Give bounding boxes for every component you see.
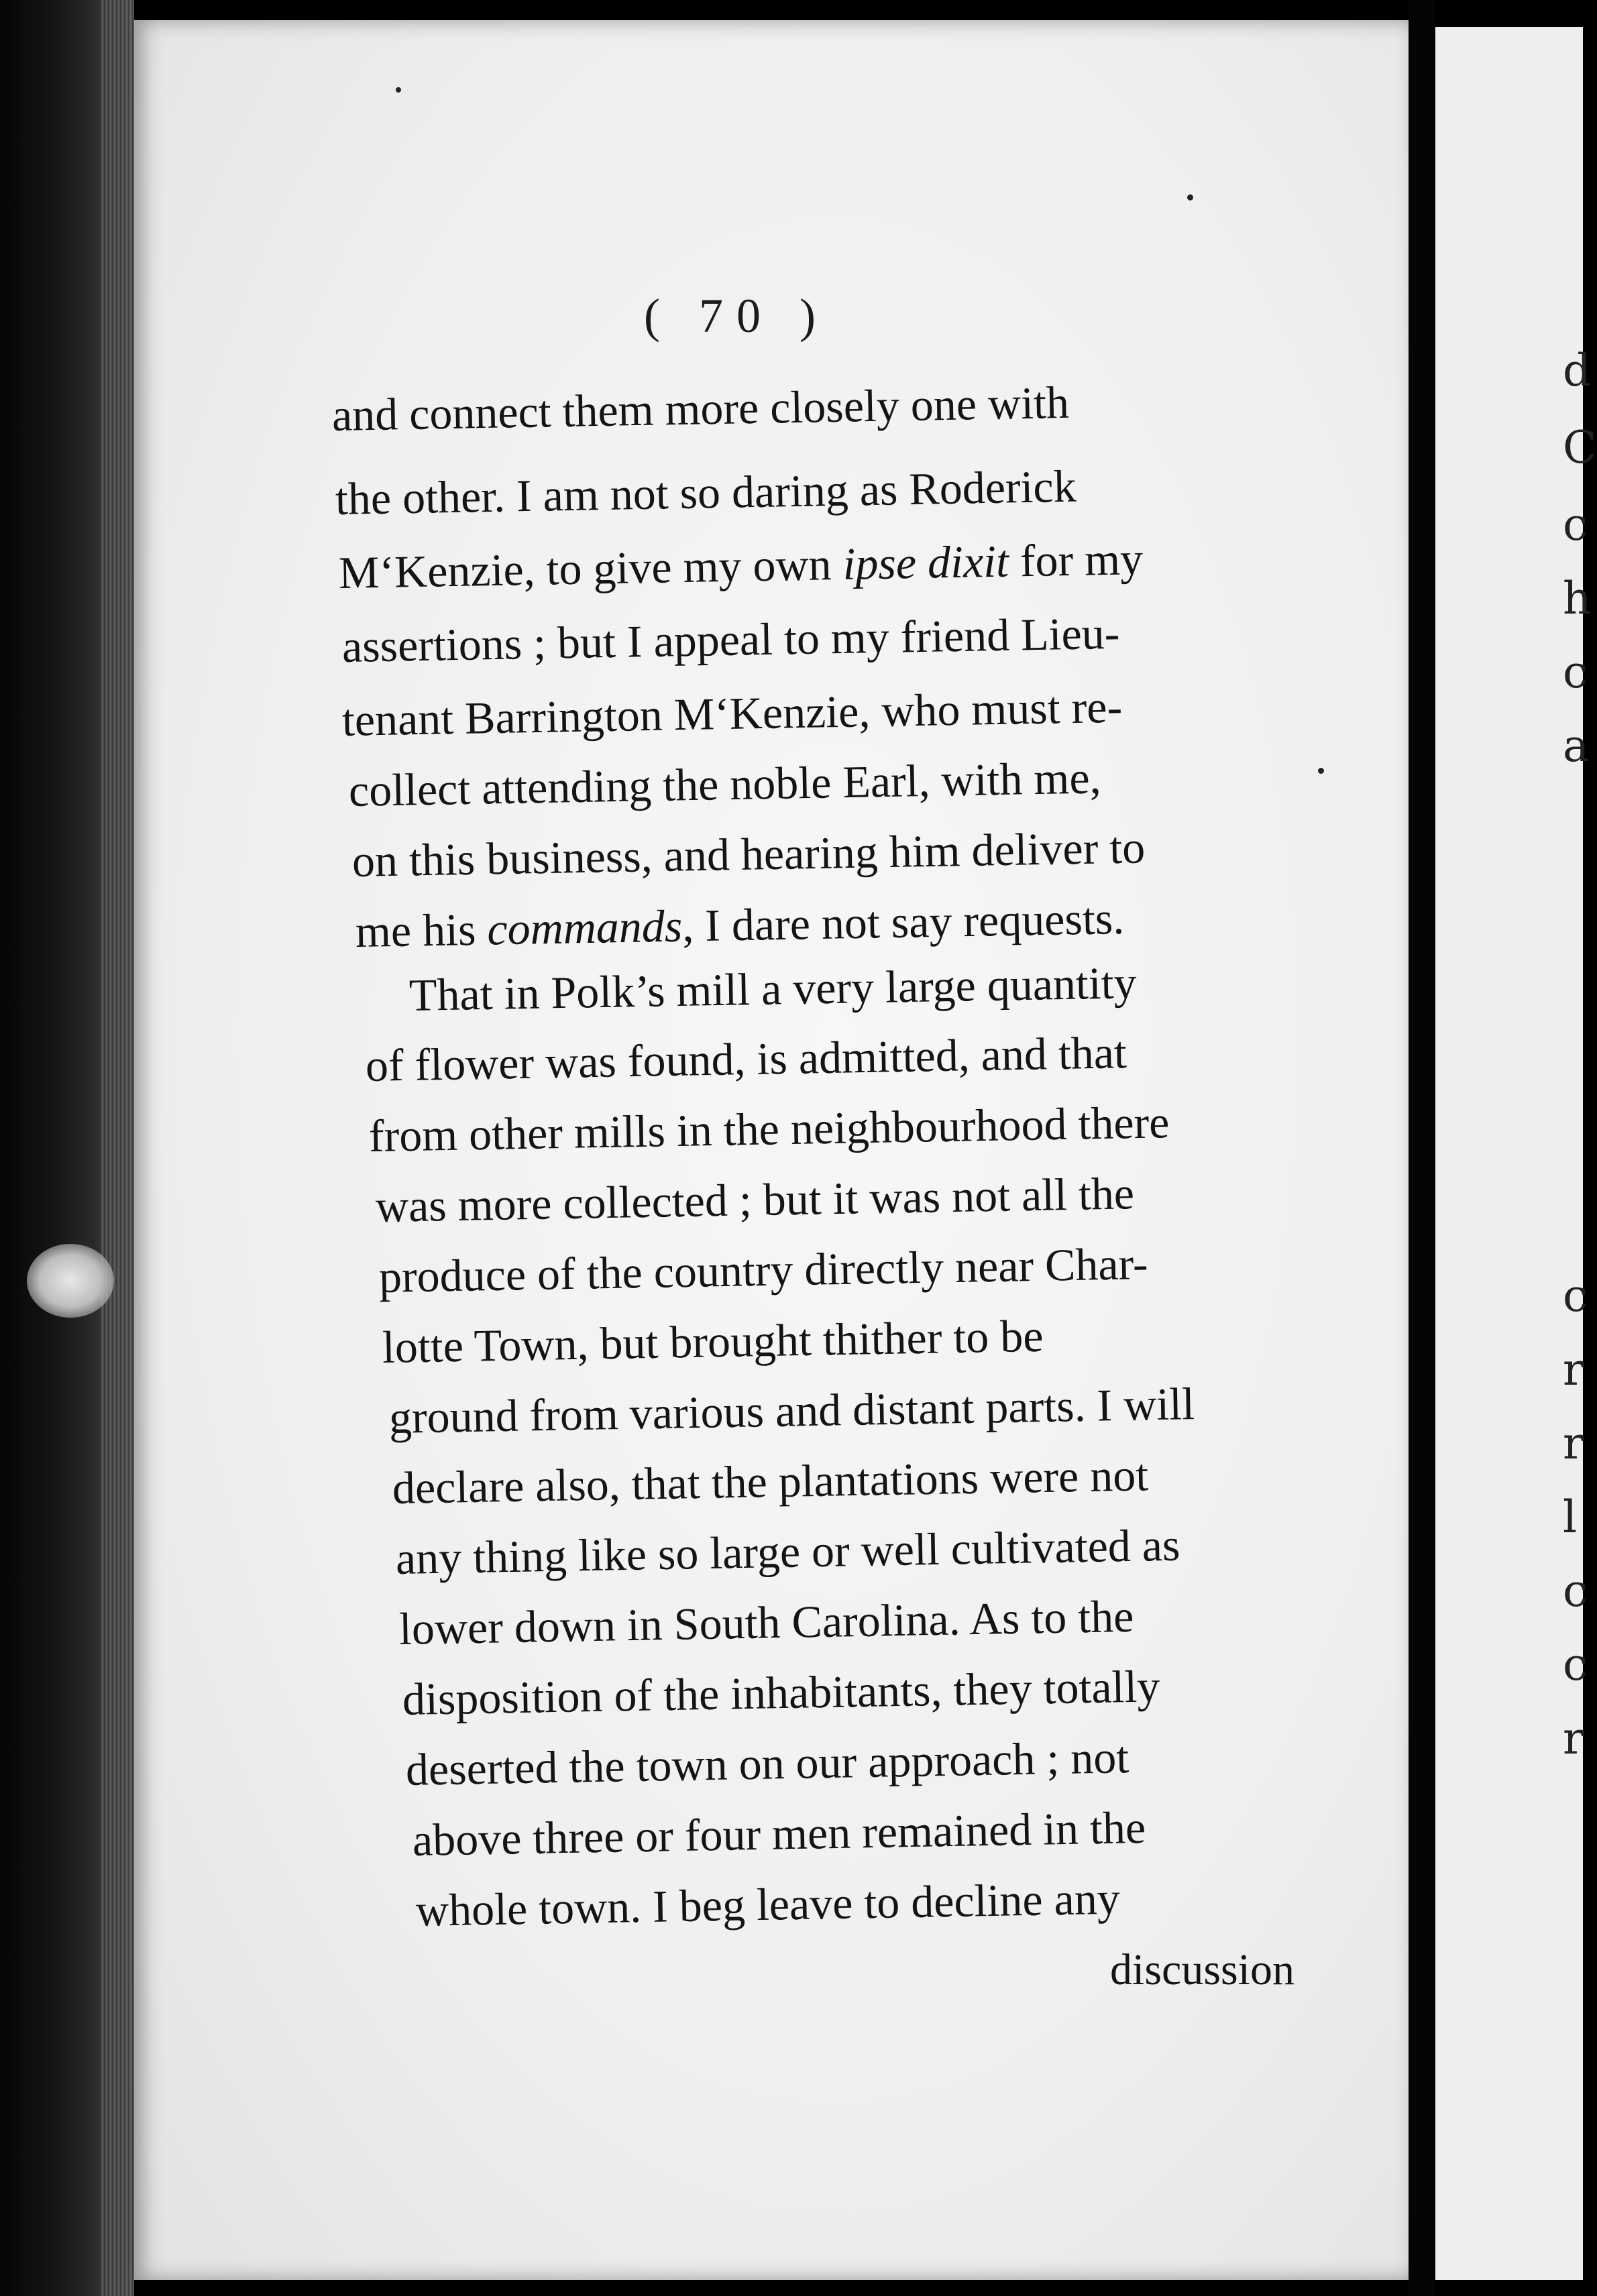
facing-letter: r <box>1563 1713 1584 1764</box>
text-line-11: from other mills in the neighbourhood there <box>368 1096 1170 1161</box>
text-line-3: M‘Kenzie, to give my own ipse dixit for my <box>338 533 1144 598</box>
italic-phrase: ipse dixit <box>842 535 1009 589</box>
facing-letter: a <box>1563 720 1590 772</box>
text-line-1: and connect them more closely one with <box>331 376 1070 441</box>
ink-speck <box>1318 768 1324 774</box>
facing-letter: c <box>1563 1565 1588 1617</box>
text-line-21: above three or four men remained in the <box>412 1801 1146 1866</box>
ink-speck <box>1187 194 1193 200</box>
facing-letter: r <box>1563 1418 1584 1469</box>
facing-letter: d <box>1563 345 1592 396</box>
facing-letter: c <box>1563 1639 1588 1690</box>
text-line-7: on this business, and hearing him deliver to <box>351 821 1146 886</box>
catchword: discussion <box>1110 1945 1295 1994</box>
text-line-17: any thing like so large or well cultivated as <box>395 1519 1181 1584</box>
text-line-18: lower down in South Carolina. As to the <box>398 1590 1134 1654</box>
text-line-13: produce of the country directly near Char- <box>378 1237 1149 1302</box>
facing-letter: c <box>1563 1270 1588 1322</box>
facing-letter: C <box>1563 422 1597 473</box>
text-line-15: ground from various and distant parts. I will <box>388 1378 1195 1443</box>
facing-letter: c <box>1563 646 1588 698</box>
paper-blemish <box>27 1244 114 1318</box>
text-line-12: was more collected ; but it was not all the <box>375 1167 1135 1232</box>
text-line-9: That in Polk’s mill a very large quantity <box>408 957 1138 1021</box>
text-line-2: the other. I am not so daring as Roderick <box>335 460 1077 524</box>
page-number: ( 70 ) <box>644 289 829 343</box>
facing-letter: l <box>1563 1491 1578 1543</box>
facing-page-edge <box>1435 27 1597 2280</box>
text-line-14: lotte Town, but brought thither to be <box>382 1310 1044 1373</box>
text-line-16: declare also, that the plantations were not <box>392 1449 1149 1513</box>
text-line-6: collect attending the noble Earl, with me, <box>348 752 1102 816</box>
text-line-22: whole town. I beg leave to decline any <box>415 1872 1121 1936</box>
ink-speck <box>396 87 401 93</box>
page-gutter <box>1409 0 1435 2296</box>
facing-letter: r <box>1563 1344 1584 1395</box>
italic-word: commands <box>486 900 683 955</box>
text-line-4: assertions ; but I appeal to my friend Lieu- <box>341 607 1120 672</box>
text-line-8: me his commands, I dare not say requests. <box>355 892 1125 957</box>
text-line-5: tenant Barrington M‘Kenzie, who must re- <box>341 681 1123 746</box>
text-line-10: of flower was found, is admitted, and that <box>365 1027 1127 1091</box>
text-line-19: disposition of the inhabitants, they totally <box>402 1660 1160 1725</box>
page-edges <box>101 0 134 2296</box>
facing-letter: h <box>1563 573 1592 624</box>
facing-letter: c <box>1563 499 1588 551</box>
text-line-20: deserted the town on our approach ; not <box>405 1731 1130 1795</box>
